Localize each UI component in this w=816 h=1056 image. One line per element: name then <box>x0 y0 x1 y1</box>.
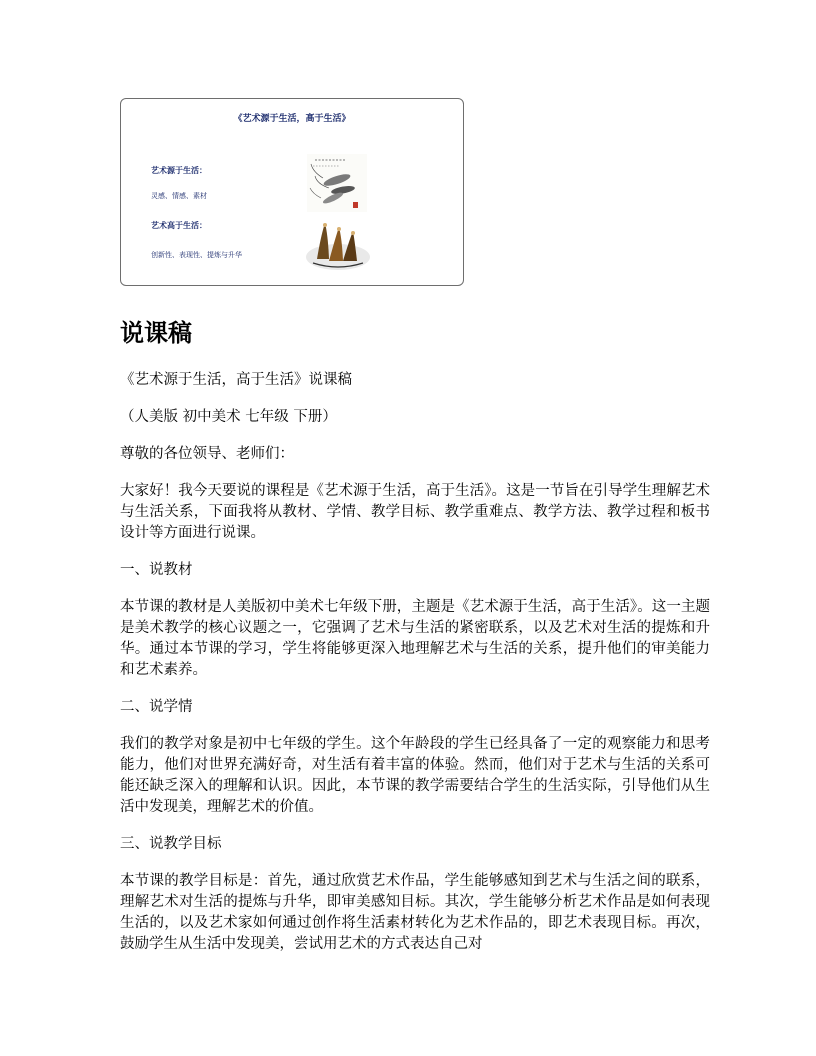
doc-section-heading-objectives: 三、说教学目标 <box>120 836 222 852</box>
slide-title: 《艺术源于生活，高于生活》 <box>233 114 351 124</box>
document-body <box>120 370 710 971</box>
slide-heading-higher: 艺术高于生活： <box>151 221 207 230</box>
document-title: 说课稿 <box>120 319 192 347</box>
doc-paragraph-students: 我们的教学对象是初中七年级的学生。这个年龄段的学生已经具备了一定的观察能力和思考能力，他们对世界充满好奇，对生活有着丰富的体验。然而，他们对于艺术与生活的关系可能还缺乏深入的理解和认识。因此，本节课的教学需要结合学生的生活实际，引导他们从生活中发现美，理解艺术的价值。 <box>120 736 710 815</box>
ink-painting-shrimp-image <box>307 154 367 212</box>
doc-paragraph-textbook: 本节课的教材是人美版初中美术七年级下册，主题是《艺术源于生活，高于生活》。这一主题是美术教学的核心议题之一，它强调了艺术与生活的紧密联系，以及艺术对生活的提炼和升华。通过本节课的学习，学生将能够更深入地理解艺术与生活的关系，提升他们的审美能力和艺术素养。 <box>120 599 710 678</box>
slide-text-higher: 创新性、表现性、提炼与升华 <box>151 251 242 259</box>
slide-heading-source: 艺术源于生活： <box>151 166 207 175</box>
doc-edition: （人美版 初中美术 七年级 下册） <box>120 409 337 425</box>
doc-paragraph-objectives: 本节课的教学目标是：首先，通过欣赏艺术作品，学生能够感知到艺术与生活之间的联系，理解艺术对生活的提炼与升华，即审美感知目标。其次，学生能够分析艺术作品是如何表现生活的，以及艺术家如何通过创作将生活素材转化为艺术作品的，即艺术表现目标。再次，鼓励学生从生活中发现美，尝试用艺术的方式表达自己对 <box>120 873 710 952</box>
doc-paragraph-intro: 大家好！我今天要说的课程是《艺术源于生活，高于生活》。这是一节旨在引导学生理解艺术与生活关系，下面我将从教材、学情、教学目标、教学重难点、教学方法、教学过程和板书设计等方面进行说课。 <box>120 483 710 541</box>
doc-greeting: 尊敬的各位领导、老师们： <box>120 446 294 462</box>
doc-section-heading-students: 二、说学情 <box>120 699 193 715</box>
doc-section-heading-textbook: 一、说教材 <box>120 562 193 578</box>
doc-subtitle: 《艺术源于生活，高于生活》说课稿 <box>120 372 352 388</box>
sculpture-art-image <box>305 217 371 271</box>
slide-thumbnail <box>120 98 464 286</box>
slide-text-source: 灵感、情感、素材 <box>151 192 207 200</box>
